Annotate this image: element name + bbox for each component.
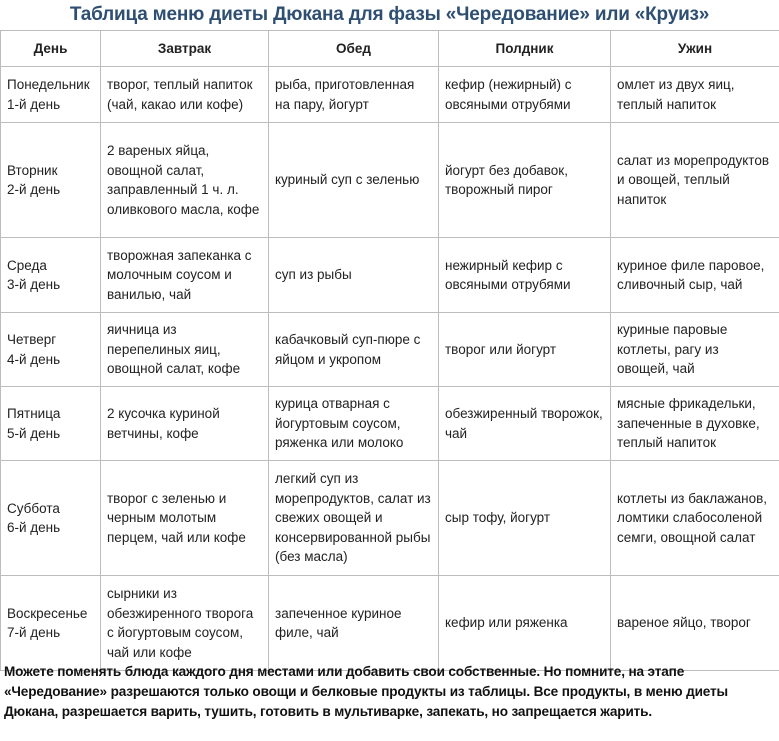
header-breakfast: Завтрак [101, 31, 269, 67]
day-cell [1, 387, 101, 461]
breakfast-cell: творожная запеканка с молочным соусом и ванилью, чай [101, 238, 269, 313]
breakfast-cell: сырники из обезжиренного творога с йогуртовым соусом, чай или кофе [101, 576, 269, 671]
snack-cell: нежирный кефир с овсяными отрубями [439, 238, 611, 313]
table-row [1, 238, 779, 313]
breakfast-cell: 2 кусочка куриной ветчины, кофе [101, 387, 269, 461]
dinner-cell: котлеты из баклажанов, ломтики слабосоленой семги, овощной салат [611, 461, 779, 576]
dinner-cell: куриные паровые котлеты, рагу из овощей, чай [611, 313, 779, 387]
day-name: Пятница [7, 406, 61, 421]
dinner-cell: салат из морепродуктов и овощей, теплый напиток [611, 123, 779, 238]
breakfast-cell: яичница из перепелиных яиц, овощной салат, кофе [101, 313, 269, 387]
dinner-cell: омлет из двух яиц, теплый напиток [611, 67, 779, 123]
day-name: Вторник [7, 162, 58, 178]
footer-note: Можете поменять блюда каждого дня местами или добавить свои собственные. Но помните, на этапе «Чередование» разрешаются только овощи и белковые продукты из таблицы. Все продукты, в меню диеты Дюкана, разрешается варить, тушить, готовить в мультиварке, запекать, но запрещается жарить. [4, 664, 728, 719]
lunch-cell: курица отварная с йогуртовым соусом, ряженка или молоко [269, 387, 439, 461]
day-cell [1, 123, 101, 238]
day-name: Понедельник [7, 77, 90, 92]
day-name: Суббота [7, 500, 60, 516]
day-number: 6-й день [7, 520, 61, 535]
day-cell [1, 576, 101, 671]
snack-cell: кефир (нежирный) с овсяными отрубями [439, 67, 611, 123]
lunch-cell: легкий суп из морепродуктов, салат из свежих овощей и консервированной рыбы (без масла) [269, 461, 439, 576]
table-row [1, 123, 779, 238]
header-dinner: Ужин [611, 31, 779, 67]
snack-cell: кефир или ряженка [439, 576, 611, 671]
day-cell [1, 313, 101, 387]
dinner-cell: вареное яйцо, творог [611, 576, 779, 671]
table-row [1, 313, 779, 387]
lunch-cell: суп из рыбы [269, 238, 439, 313]
day-number: 2-й день [7, 182, 61, 197]
day-cell [1, 67, 101, 123]
lunch-cell: кабачковый суп-пюре с яйцом и укропом [269, 313, 439, 387]
day-name: Среда [7, 257, 47, 273]
day-number: 4-й день [7, 351, 61, 367]
table-row [1, 67, 779, 123]
header-lunch: Обед [269, 31, 439, 67]
header-snack: Полдник [439, 31, 611, 67]
table-header-row [1, 31, 779, 67]
breakfast-cell: творог, теплый напиток (чай, какао или кофе) [101, 67, 269, 123]
snack-cell: сыр тофу, йогурт [439, 461, 611, 576]
diet-menu-table [0, 30, 779, 671]
day-cell [1, 238, 101, 313]
dinner-cell: мясные фрикадельки, запеченные в духовке, теплый напиток [611, 387, 779, 461]
snack-cell: йогурт без добавок, творожный пирог [439, 123, 611, 238]
day-number: 7-й день [7, 625, 61, 640]
day-cell [1, 461, 101, 576]
day-name: Четверг [7, 332, 57, 347]
breakfast-cell: творог с зеленью и черным молотым перцем, чай или кофе [101, 461, 269, 576]
snack-cell: обезжиренный творожок, чай [439, 387, 611, 461]
day-number: 5-й день [7, 425, 61, 441]
page-title: Таблица меню диеты Дюкана для фазы «Чередование» или «Круиз» [69, 4, 710, 25]
lunch-cell: запеченное куриное филе, чай [269, 576, 439, 671]
day-name: Воскресенье [7, 605, 88, 621]
header-day: День [1, 31, 101, 67]
day-number: 1-й день [7, 96, 61, 112]
day-number: 3-й день [7, 277, 61, 292]
snack-cell: творог или йогурт [439, 313, 611, 387]
table-row [1, 576, 779, 671]
table-row [1, 461, 779, 576]
table-row [1, 387, 779, 461]
lunch-cell: рыба, приготовленная на пару, йогурт [269, 67, 439, 123]
breakfast-cell: 2 вареных яйца, овощной салат, заправленный 1 ч. л. оливкового масла, кофе [101, 123, 269, 238]
dinner-cell: куриное филе паровое, сливочный сыр, чай [611, 238, 779, 313]
lunch-cell: куриный суп с зеленью [269, 123, 439, 238]
